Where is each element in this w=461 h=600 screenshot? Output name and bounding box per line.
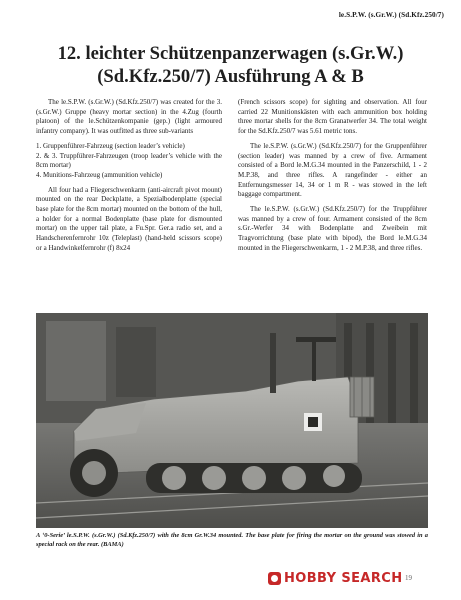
watermark xyxy=(268,571,403,586)
section-title xyxy=(0,42,461,88)
section-title-line-2: (Sd.Kfz.250/7) Ausführung A & B xyxy=(97,66,364,87)
variant-list-item-3: 4. Munitions-Fahrzeug (ammunition vehicle) xyxy=(36,170,163,179)
left-column xyxy=(36,98,222,259)
variant-list-item-1: 1. Gruppenführer-Fahrzeug (section leader’s vehicle) xyxy=(36,141,185,150)
truppfuehrer-paragraph: The le.S.P.W. (s.Gr.W.) (Sd.Kfz.250/7) for the Truppführer was manned by a crew of four. Armament consisted of the 8cm s.Gr.-Werfer 34 with Bodenplatte and Zweibein mit Tragvorrichtung (base plate with bipod), the Bord le.M.G.34 mounted in the Fliegerschwenkarm, 1 - 2 M.P.38, and three rifles. xyxy=(238,205,427,252)
intro-paragraph: The le.S.P.W. (s.Gr.W.) (Sd.Kfz.250/7) was created for the 3.(s.Gr.W.) Gruppe (heavy mortar section) in the 4.Zug (fourth platoon) of the le.Schützenkompanie (gep.) (light armoured infantry company). It was outfitted as three sub-variants xyxy=(36,98,222,136)
variant-list xyxy=(36,142,222,181)
photo-caption: A ‘0-Serie’ le.S.P.W. (s.Gr.W.) (Sd.Kfz.250/7) with the 8cm Gr.W.34 mounted. The base plate for firing the mortar on the ground was stowed in a special rack on the rear. (BAMA) xyxy=(36,532,428,548)
watermark-text: HOBBY SEARCH xyxy=(284,571,403,586)
page-number: 19 xyxy=(405,574,412,582)
right-column xyxy=(238,98,427,259)
running-header: le.S.P.W. (s.Gr.W.) (Sd.Kfz.250/7) xyxy=(338,11,444,19)
vehicle-photo xyxy=(36,313,428,528)
variant-list-item-2: 2. & 3. Truppführer-Fahrzeugen (troop leader’s vehicle with the 8cm mortar) xyxy=(36,151,222,170)
watermark-logo-icon xyxy=(268,572,281,585)
halftrack-illustration xyxy=(36,313,428,528)
gruppenfuehrer-paragraph: The le.S.P.W. (s.Gr.W.) (Sd.Kfz.250/7) for the Gruppenführer (section leader) was manned by a crew of five. Armament consisted of a Bord le.M.G.34 mounted in the Panzerschild, 1 - 2 M.P.38, and three rifles. A rangefinder - either an Entfernungsmesser 14, 34 or 1 m R - was stowed in the left baggage compartment. xyxy=(238,141,427,199)
ammunition-paragraph: (French scissors scope) for sighting and observation. All four carried 22 Munitionskästen with each ammunition box holding three mortar shells for the 8cm Granatwerfer 34. The total weight for the Sd.Kfz.250/7 was 5.61 metric tons. xyxy=(238,98,427,136)
section-title-line-1: 12. leichter Schützenpanzerwagen (s.Gr.W.) xyxy=(57,43,404,64)
equipment-paragraph: All four had a Fliegerschwenkarm (anti-aircraft pivot mount) mounted on the rear Deckplatte, a Spezialbodenplatte (special base plate for the 8cm mortar) mounted on the bottom of the hull, a holder for a normal Bodenplatte (base plate for dismounted mortar) on the upper tail plate, a Fu.Spr. Ger.a radio set, and a Handscherenfernrohr 10z (Teleplast) (hand-held scissors scope) or a Handwinkelfernrohr (f) 8x24 xyxy=(36,185,222,252)
